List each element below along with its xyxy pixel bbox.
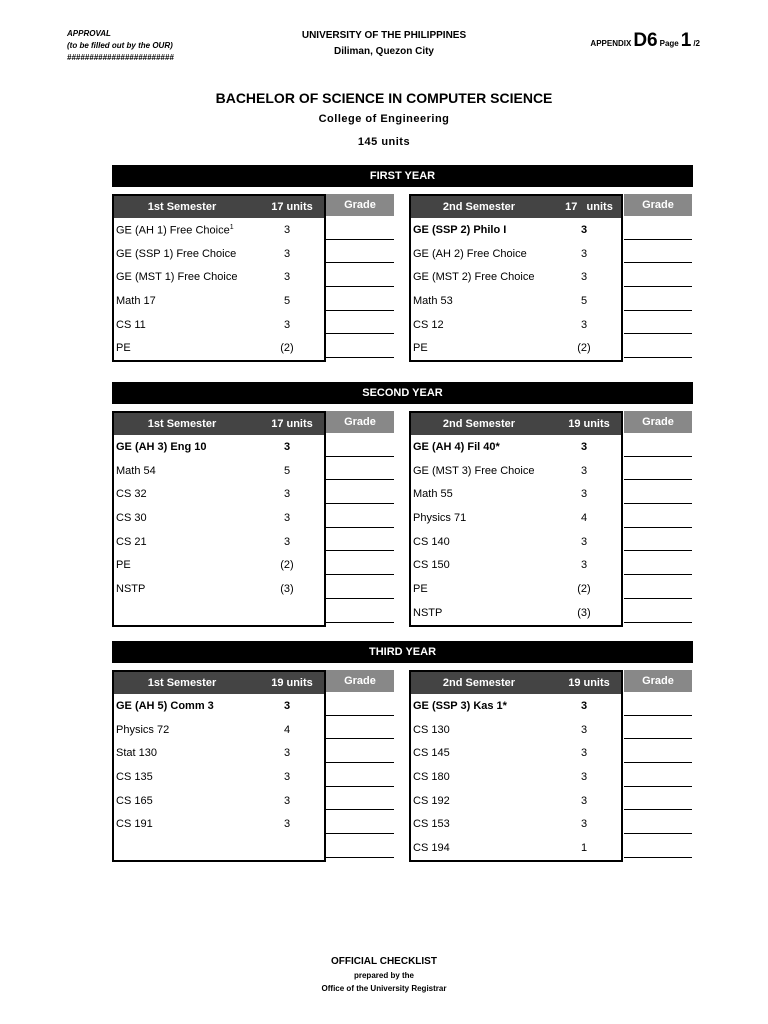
grade-header: Grade — [326, 194, 394, 216]
course-units: 1 — [580, 841, 588, 854]
course-name — [413, 319, 444, 331]
course-row — [411, 718, 621, 742]
course-units: 3 — [580, 535, 588, 548]
grade-entry-line[interactable] — [624, 216, 692, 240]
course-row — [411, 218, 621, 242]
course-row — [114, 530, 324, 554]
course-name-text: GE (SSP 2) Philo I — [413, 223, 507, 236]
grade-column — [326, 194, 394, 358]
grade-entry-line[interactable] — [624, 716, 692, 740]
approval-label: APPROVAL — [67, 29, 111, 38]
grade-entry-line[interactable] — [624, 433, 692, 457]
course-name — [116, 248, 236, 260]
course-name — [116, 342, 131, 354]
semester-name: 1st Semester — [147, 201, 217, 213]
grade-entry-line[interactable] — [624, 457, 692, 481]
course-units: 3 — [283, 794, 291, 807]
course-name-text: Physics 71 — [413, 511, 467, 524]
course-name-text: NSTP — [116, 582, 146, 595]
course-name-text: GE (SSP 3) Kas 1* — [413, 699, 507, 712]
course-row — [114, 694, 324, 718]
course-name-text: CS 135 — [116, 770, 153, 783]
course-row — [114, 435, 324, 459]
course-name-text: CS 32 — [116, 488, 147, 501]
course-name — [116, 818, 153, 830]
course-name-text: GE (MST 2) Free Choice — [413, 271, 535, 284]
grade-entry-line[interactable] — [326, 528, 394, 552]
course-row — [411, 553, 621, 577]
semester-header — [114, 413, 324, 435]
grade-entry-line[interactable] — [326, 716, 394, 740]
course-units: 3 — [580, 440, 588, 453]
course-row — [114, 289, 324, 313]
grade-entry-line[interactable] — [326, 457, 394, 481]
course-name-text: PE — [116, 559, 131, 572]
grade-entry-line[interactable] — [326, 504, 394, 528]
course-name — [116, 319, 146, 331]
course-row — [114, 765, 324, 789]
semester-units: 17 units — [271, 418, 313, 430]
course-name-text: CS 12 — [413, 318, 444, 331]
grade-entry-line[interactable] — [326, 599, 394, 623]
course-units: 5 — [283, 464, 291, 477]
course-name — [413, 512, 466, 524]
grade-column — [326, 670, 394, 858]
course-row — [411, 506, 621, 530]
course-name-text: NSTP — [413, 606, 443, 619]
course-units: (3) — [280, 582, 294, 595]
course-units: 3 — [283, 318, 291, 331]
course-name — [413, 295, 453, 307]
course-name — [413, 818, 450, 830]
total-units: 145 units — [357, 136, 411, 148]
course-name-text: Math 53 — [413, 294, 453, 307]
course-units: 3 — [283, 488, 291, 501]
grade-entry-line[interactable] — [326, 739, 394, 763]
grade-header: Grade — [624, 194, 692, 216]
semester-header — [411, 413, 621, 435]
year-header: THIRD YEAR — [112, 641, 693, 663]
grade-column — [624, 194, 692, 358]
course-row — [411, 459, 621, 483]
course-name — [116, 795, 153, 807]
course-name-text: CS 11 — [116, 318, 146, 331]
course-units: 4 — [580, 511, 588, 524]
semester-header — [114, 672, 324, 694]
course-name — [116, 747, 157, 759]
course-row — [411, 482, 621, 506]
course-name — [413, 583, 428, 595]
grade-entry-line[interactable] — [326, 216, 394, 240]
course-row — [114, 812, 324, 836]
course-units: (2) — [577, 582, 591, 595]
grade-entry-line[interactable] — [326, 311, 394, 335]
course-name — [413, 607, 442, 619]
course-name — [116, 583, 145, 595]
course-name-text: PE — [116, 342, 131, 355]
course-row — [411, 242, 621, 266]
course-name — [413, 795, 450, 807]
semester-name: 1st Semester — [147, 677, 217, 689]
course-row — [411, 836, 621, 860]
course-units: 3 — [283, 535, 291, 548]
footnote-marker: 1 — [229, 223, 234, 231]
page-label: Page — [659, 39, 679, 48]
course-units: 3 — [580, 318, 588, 331]
course-units: 3 — [580, 488, 588, 501]
course-units: 4 — [283, 723, 291, 736]
course-units: 3 — [283, 699, 291, 712]
course-units: (2) — [280, 559, 294, 572]
course-name-text: CS 194 — [413, 841, 450, 854]
grade-entry-line[interactable] — [624, 240, 692, 264]
appendix-label — [590, 30, 700, 52]
grade-entry-line[interactable] — [624, 480, 692, 504]
semester-header — [411, 196, 621, 218]
course-name — [116, 224, 234, 237]
course-name — [413, 465, 534, 477]
grade-entry-line[interactable] — [624, 763, 692, 787]
grade-entry-line[interactable] — [326, 787, 394, 811]
course-row — [411, 577, 621, 601]
grade-entry-line[interactable] — [624, 787, 692, 811]
course-row — [114, 242, 324, 266]
course-name-text: GE (AH 4) Fil 40* — [413, 440, 500, 453]
course-units: 3 — [580, 699, 588, 712]
course-name-text: CS 21 — [116, 535, 147, 548]
course-units: (2) — [280, 342, 294, 355]
course-row — [411, 313, 621, 337]
grade-entry-line[interactable] — [624, 834, 692, 858]
course-name — [116, 700, 214, 712]
course-row — [411, 289, 621, 313]
course-name-text: GE (AH 5) Comm 3 — [116, 699, 214, 712]
grade-entry-line[interactable] — [326, 433, 394, 457]
course-name-text: CS 165 — [116, 794, 153, 807]
course-row — [411, 601, 621, 625]
course-name-text: GE (AH 1) Free Choice — [116, 224, 230, 237]
course-name — [413, 224, 506, 236]
course-row — [114, 789, 324, 813]
course-name-text: CS 140 — [413, 535, 450, 548]
course-units: 3 — [580, 559, 588, 572]
semester-units: 17 units — [565, 201, 613, 213]
course-name — [116, 271, 237, 283]
course-name — [116, 771, 153, 783]
course-row — [411, 530, 621, 554]
grade-entry-line[interactable] — [624, 551, 692, 575]
footer-office: Office of the University Registrar — [321, 984, 447, 993]
course-name — [413, 842, 450, 854]
grade-entry-line[interactable] — [326, 692, 394, 716]
approval-note: (to be filled out by the OUR) — [67, 41, 173, 50]
grade-entry-line[interactable] — [624, 334, 692, 358]
grade-entry-line[interactable] — [326, 480, 394, 504]
course-name-text: CS 30 — [116, 511, 147, 524]
course-name — [413, 700, 507, 712]
course-row — [114, 265, 324, 289]
grade-entry-line[interactable] — [624, 692, 692, 716]
university-location: Diliman, Quezon City — [333, 46, 434, 57]
course-name-text: CS 130 — [413, 723, 450, 736]
course-row — [114, 313, 324, 337]
course-row — [114, 577, 324, 601]
course-name — [116, 295, 156, 307]
page-number: 1 — [680, 30, 692, 51]
grade-column — [326, 411, 394, 623]
grade-entry-line[interactable] — [624, 575, 692, 599]
course-name-text: CS 192 — [413, 794, 450, 807]
course-name — [413, 536, 450, 548]
grade-entry-line[interactable] — [624, 739, 692, 763]
grade-entry-line[interactable] — [624, 311, 692, 335]
grade-entry-line[interactable] — [326, 834, 394, 858]
course-row — [114, 506, 324, 530]
approval-hash-line: ######################## — [67, 53, 174, 62]
course-name — [413, 441, 500, 453]
semester-box — [112, 411, 326, 627]
course-name — [116, 724, 169, 736]
grade-entry-line[interactable] — [624, 263, 692, 287]
grade-column — [624, 670, 692, 858]
course-units: 3 — [580, 223, 588, 236]
page-total: /2 — [693, 39, 700, 48]
course-units: 3 — [580, 723, 588, 736]
course-units: (3) — [577, 606, 591, 619]
course-name — [413, 724, 450, 736]
course-row — [114, 741, 324, 765]
semester-header — [114, 196, 324, 218]
course-name — [116, 536, 147, 548]
course-name — [413, 271, 534, 283]
grade-entry-line[interactable] — [624, 599, 692, 623]
course-row — [114, 336, 324, 360]
grade-entry-line[interactable] — [326, 551, 394, 575]
grade-entry-line[interactable] — [624, 287, 692, 311]
course-name-text: PE — [413, 582, 428, 595]
course-name-text: Physics 72 — [116, 723, 170, 736]
grade-header: Grade — [624, 411, 692, 433]
grade-entry-line[interactable] — [326, 287, 394, 311]
semester-name: 1st Semester — [147, 418, 217, 430]
course-name-text: GE (AH 2) Free Choice — [413, 247, 527, 260]
course-row — [411, 435, 621, 459]
course-name — [116, 488, 147, 500]
course-row — [411, 741, 621, 765]
semester-box — [409, 411, 623, 627]
course-name-text: CS 150 — [413, 559, 450, 572]
course-units: 3 — [580, 247, 588, 260]
course-units: 3 — [580, 770, 588, 783]
course-name — [116, 465, 156, 477]
course-name — [413, 248, 527, 260]
course-name-text: GE (AH 3) Eng 10 — [116, 440, 207, 453]
semester-units: 19 units — [271, 677, 313, 689]
course-units: 3 — [580, 747, 588, 760]
course-row — [411, 694, 621, 718]
footer-title: OFFICIAL CHECKLIST — [331, 956, 437, 967]
grade-header: Grade — [624, 670, 692, 692]
semester-units: 19 units — [568, 677, 610, 689]
course-row — [114, 482, 324, 506]
course-name-text: CS 180 — [413, 770, 450, 783]
course-name-text: Stat 130 — [116, 747, 157, 760]
course-name-text: CS 191 — [116, 818, 153, 831]
course-units: 3 — [580, 794, 588, 807]
course-units: 3 — [283, 247, 291, 260]
course-name — [413, 488, 453, 500]
footer — [0, 955, 768, 995]
grade-entry-line[interactable] — [326, 575, 394, 599]
course-name-text: CS 153 — [413, 818, 450, 831]
course-name-text: GE (SSP 1) Free Choice — [116, 247, 237, 260]
semester-units: 19 units — [568, 418, 610, 430]
course-row — [114, 718, 324, 742]
course-name-text: CS 145 — [413, 747, 450, 760]
grade-entry-line[interactable] — [326, 240, 394, 264]
course-units: 3 — [580, 818, 588, 831]
footer-prepared: prepared by the — [353, 971, 414, 980]
course-row — [114, 553, 324, 577]
course-name — [413, 747, 450, 759]
course-units: 3 — [283, 747, 291, 760]
course-row — [114, 218, 324, 242]
course-row — [411, 265, 621, 289]
grade-header: Grade — [326, 411, 394, 433]
semester-box — [112, 194, 326, 362]
course-name — [116, 512, 147, 524]
course-name — [116, 441, 206, 453]
grade-entry-line[interactable] — [326, 334, 394, 358]
course-units: 3 — [283, 440, 291, 453]
semester-box — [409, 194, 623, 362]
course-name — [413, 771, 450, 783]
course-name — [116, 559, 131, 571]
course-row — [411, 789, 621, 813]
college-name: College of Engineering — [318, 113, 450, 125]
course-units: 3 — [283, 271, 291, 284]
course-row — [411, 812, 621, 836]
semester-box — [112, 670, 326, 862]
course-name — [413, 559, 450, 571]
semester-name: 2nd Semester — [442, 677, 516, 689]
grade-entry-line[interactable] — [624, 528, 692, 552]
course-row — [114, 459, 324, 483]
grade-entry-line[interactable] — [326, 263, 394, 287]
year-header: FIRST YEAR — [112, 165, 693, 187]
course-name — [413, 342, 428, 354]
course-units: 3 — [580, 464, 588, 477]
course-units: (2) — [577, 342, 591, 355]
appendix-code: D6 — [633, 30, 658, 51]
grade-column — [624, 411, 692, 623]
university-name: UNIVERSITY OF THE PHILIPPINES — [301, 30, 467, 41]
course-name-text: Math 17 — [116, 294, 156, 307]
course-units: 3 — [283, 818, 291, 831]
grade-entry-line[interactable] — [624, 810, 692, 834]
program-title: BACHELOR OF SCIENCE IN COMPUTER SCIENCE — [215, 90, 553, 106]
course-units: 5 — [283, 294, 291, 307]
year-header: SECOND YEAR — [112, 382, 693, 404]
course-units: 3 — [580, 271, 588, 284]
grade-entry-line[interactable] — [326, 810, 394, 834]
grade-header: Grade — [326, 670, 394, 692]
course-units: 3 — [283, 511, 291, 524]
course-units: 3 — [283, 770, 291, 783]
semester-header — [411, 672, 621, 694]
course-name-text: Math 54 — [116, 464, 156, 477]
course-name-text: PE — [413, 342, 428, 355]
grade-entry-line[interactable] — [624, 504, 692, 528]
semester-name: 2nd Semester — [442, 201, 516, 213]
semester-units: 17 units — [271, 201, 313, 213]
grade-entry-line[interactable] — [326, 763, 394, 787]
course-name-text: GE (MST 3) Free Choice — [413, 464, 535, 477]
course-name-text: Math 55 — [413, 488, 453, 501]
course-name-text: GE (MST 1) Free Choice — [116, 271, 238, 284]
semester-name: 2nd Semester — [442, 418, 516, 430]
semester-box — [409, 670, 623, 862]
appendix-text: APPENDIX — [590, 39, 632, 48]
course-units: 5 — [580, 294, 588, 307]
course-row — [411, 765, 621, 789]
course-row — [411, 336, 621, 360]
course-units: 3 — [283, 223, 291, 236]
